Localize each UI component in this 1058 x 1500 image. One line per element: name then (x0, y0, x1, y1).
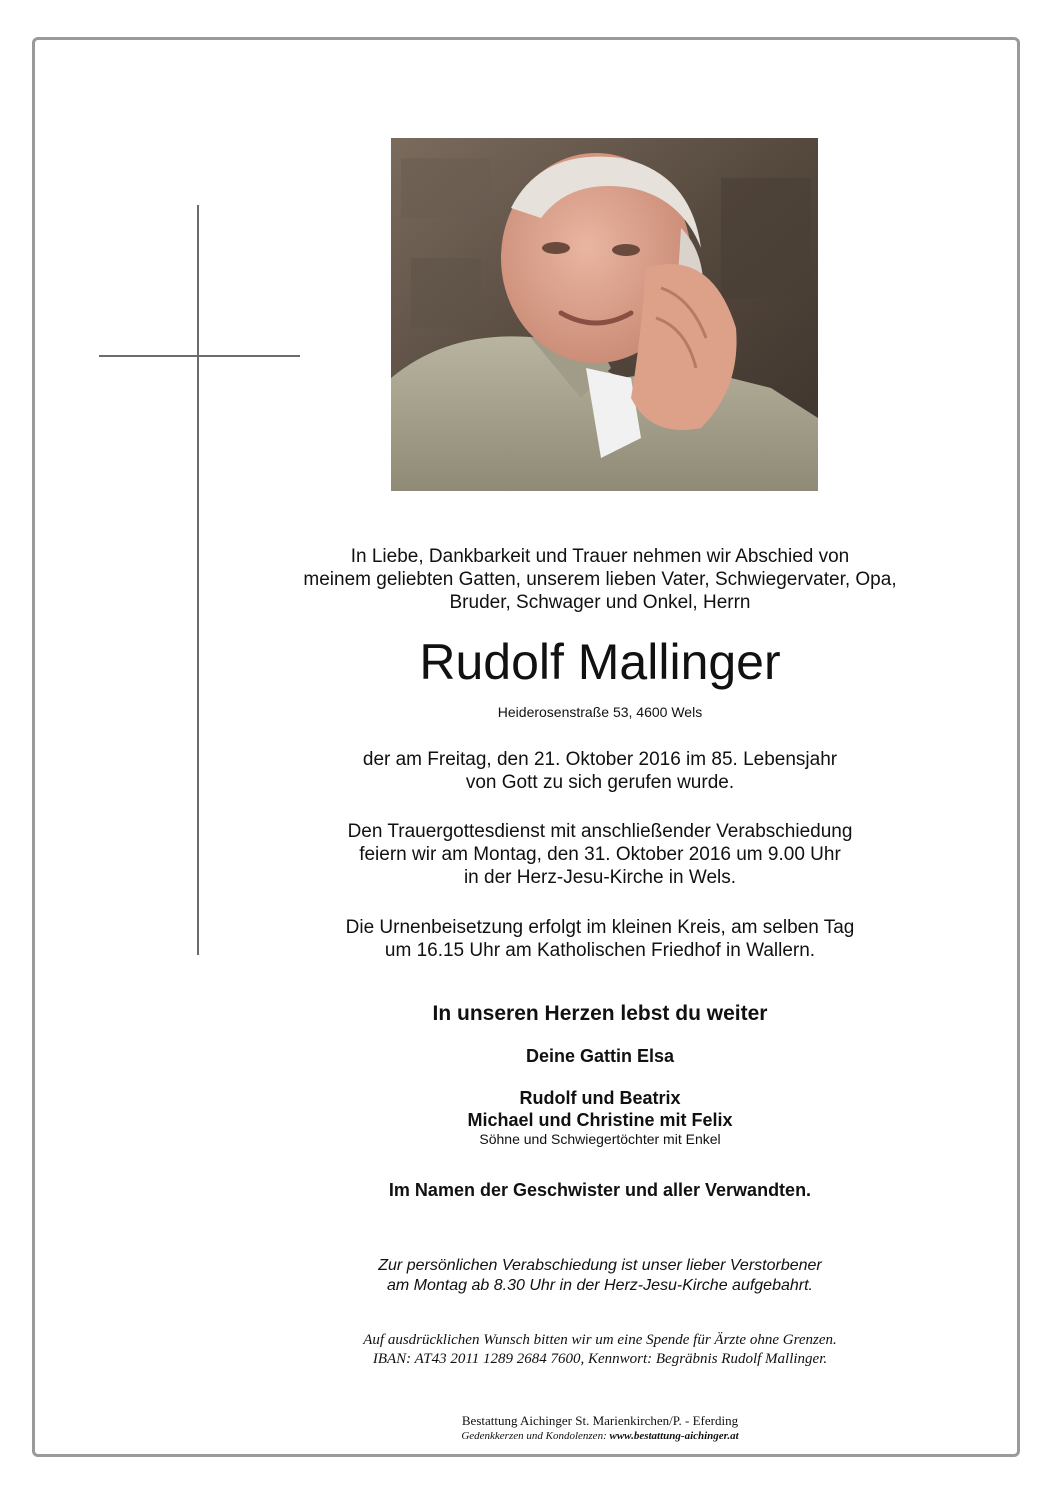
donation-line: IBAN: AT43 2011 1289 2684 7600, Kennwort: Begräbnis Rudolf Mallinger. (372, 1351, 828, 1367)
mourner-wife: Deine Gattin Elsa (525, 1046, 675, 1066)
funeral-service-notice (260, 820, 940, 889)
death-line: der am Freitag, den 21. Oktober 2016 im 85. Lebensjahr (362, 749, 838, 770)
cross-horizontal-bar (99, 355, 300, 357)
service-line: feiern wir am Montag, den 31. Oktober 2016 um 9.00 Uhr (359, 844, 841, 865)
service-line: in der Herz-Jesu-Kirche in Wels. (463, 867, 737, 888)
mourner-children (260, 1087, 940, 1131)
viewing-line: Zur persönlichen Verabschiedung ist unser lieber Verstorbener (378, 1257, 822, 1274)
undertaker-web-label: Gedenkkerzen und Kondolenzen: (461, 1430, 607, 1442)
intro-line: Bruder, Schwager und Onkel, Herrn (449, 592, 751, 613)
portrait-illustration (391, 138, 818, 491)
urn-line: Die Urnenbeisetzung erfolgt im kleinen Kreis, am selben Tag (345, 917, 855, 938)
undertaker-web-line (260, 1429, 940, 1443)
intro-line: In Liebe, Dankbarkeit und Trauer nehmen wir Abschied von (350, 546, 850, 567)
mourner-relatives: Im Namen der Geschwister und aller Verwandten. (388, 1180, 812, 1200)
undertaker-name: Bestattung Aichinger St. Marienkirchen/P. - Eferding (461, 1413, 739, 1428)
mourner-children-line: Rudolf und Beatrix (519, 1088, 681, 1108)
cross-vertical-bar (197, 205, 199, 955)
deceased-name: Rudolf Mallinger (419, 634, 781, 690)
viewing-line: am Montag ab 8.30 Uhr in der Herz-Jesu-Kirche aufgebahrt. (387, 1277, 813, 1294)
portrait-photo (391, 138, 818, 491)
intro-text (260, 545, 940, 614)
donation-notice (260, 1331, 940, 1369)
undertaker-web-link[interactable]: www.bestattung-aichinger.at (609, 1430, 739, 1442)
intro-line: meinem geliebten Gatten, unserem lieben Vater, Schwiegervater, Opa, (303, 569, 897, 590)
donation-line: Auf ausdrücklichen Wunsch bitten wir um eine Spende für Ärzte ohne Grenzen. (363, 1332, 837, 1348)
mourner-children-note: Söhne und Schwiegertöchter mit Enkel (479, 1131, 721, 1147)
urn-line: um 16.15 Uhr am Katholischen Friedhof in Wallern. (384, 940, 816, 961)
service-line: Den Trauergottesdienst mit anschließender Verabschiedung (347, 821, 853, 842)
viewing-notice (260, 1256, 940, 1296)
death-line: von Gott zu sich gerufen wurde. (465, 772, 735, 793)
memorial-motto: In unseren Herzen lebst du weiter (432, 1002, 768, 1025)
death-notice (260, 748, 940, 794)
deceased-address: Heiderosenstraße 53, 4600 Wels (497, 704, 703, 720)
mourner-children-line: Michael und Christine mit Felix (467, 1110, 733, 1130)
urn-burial-notice (260, 916, 940, 962)
